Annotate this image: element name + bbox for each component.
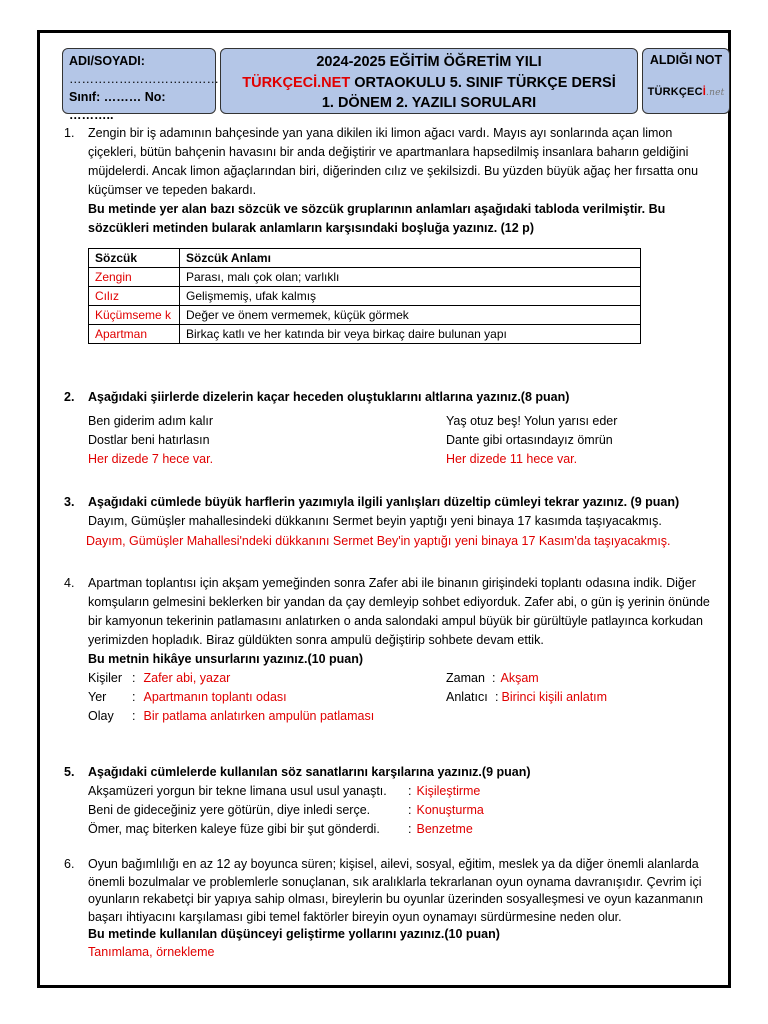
poem-line: Yaş otuz beş! Yolun yarısı eder	[446, 414, 618, 428]
story-answer[interactable]: Bir patlama anlatırken ampulün patlaması	[143, 709, 375, 723]
word-answer[interactable]: Cılız	[89, 287, 180, 306]
figure-answer[interactable]: Konuşturma	[416, 803, 484, 817]
figure-item: Akşamüzeri yorgun bir tekne limana usul usul yanaştı. : Kişileştirme	[88, 782, 718, 801]
question-3	[64, 493, 718, 551]
question-instruction: Bu metinde kullanılan düşünceyi geliştirme yollarını yazınız.(10 puan)	[88, 927, 500, 941]
word-meaning: Değer ve önem vermemek, küçük görmek	[180, 306, 641, 325]
poem-line: Dante gibi ortasındayız ömrün	[446, 433, 613, 447]
question-6	[64, 856, 718, 961]
corrected-sentence-answer[interactable]: Dayım, Gümüşler Mahallesi'ndeki dükkanını Sermet Bey'in yaptığı yeni binaya 17 Kasım'da taşıyacakmış.	[86, 534, 671, 548]
figure-answer[interactable]: Benzetme	[416, 822, 473, 836]
name-label: ADI/SOYADI:	[69, 54, 145, 68]
grade-label: ALDIĞI NOT	[649, 53, 723, 67]
story-answer[interactable]: Birinci kişili anlatım	[501, 690, 608, 704]
development-answer[interactable]: Tanımlama, örnekleme	[88, 944, 215, 959]
vocabulary-table	[88, 248, 641, 344]
figure-answer[interactable]: Kişileştirme	[416, 784, 481, 798]
story-answer[interactable]: Zafer abi, yazar	[143, 671, 231, 685]
question-number: 1.	[64, 126, 75, 140]
figure-item: Beni de gideceğiniz yere götürün, diye inledi serçe. : Konuşturma	[88, 801, 718, 820]
word-meaning: Gelişmemiş, ufak kalmış	[180, 287, 641, 306]
story-answer[interactable]: Apartmanın toplantı odası	[143, 690, 287, 704]
word-meaning: Parası, malı çok olan; varlıklı	[180, 268, 641, 287]
question-5	[64, 763, 718, 839]
question-1	[64, 124, 718, 344]
poem-line: Ben giderim adım kalır	[88, 414, 214, 428]
class-number-line: Sınıf: ……… No: ………..	[69, 90, 166, 122]
story-element-narrator: Anlatıcı : Birinci kişili anlatım	[446, 688, 718, 707]
question-text: Apartman toplantısı için akşam yemeğinden sonra Zafer abi ile binanın girişindeki toplantı odasına indik. Diğer komşuların gelmesini beklerken bir yandan da çay demleyip sohbet ediyorduk. Zafer abi, o gün iş yerinin önünde bir kamyonun tekerinin patlamasını anlatırken o anda salondaki ampul büyük bir gürültüyle patlayınca korkudan yerimizden hopladık. Biraz güldükten sonra ampulü değiştirip sohbete devam ettik.	[88, 576, 710, 647]
question-instruction: Aşağıdaki cümlelerde kullanılan söz sanatlarını karşılarına yazınız.(9 puan)	[88, 765, 531, 779]
poem-left	[88, 412, 446, 469]
question-instruction: Aşağıdaki cümlede büyük harflerin yazımıyla ilgili yanlışları düzeltip cümleyi tekrar yazınız. (9 puan)	[88, 495, 680, 509]
word-meaning: Birkaç katlı ve her katında bir veya birkaç daire bulunan yapı	[180, 325, 641, 344]
figure-item: Ömer, maç biterken kaleye füze gibi bir şut gönderdi. : Benzetme	[88, 820, 718, 839]
title-year: 2024-2025 EĞİTİM ÖĞRETİM YILI	[316, 54, 542, 70]
site-logo: TÜRKÇECİ.net	[647, 86, 725, 98]
question-4	[64, 574, 718, 726]
question-number: 5.	[64, 765, 75, 779]
poem-line: Dostlar beni hatırlasın	[88, 433, 210, 447]
table-row	[89, 287, 641, 306]
story-element-place: Yer : Apartmanın toplantı odası	[88, 688, 446, 707]
story-element-event: Olay : Bir patlama anlatırken ampulün patlaması	[88, 707, 446, 726]
student-info-box	[62, 48, 219, 122]
question-text: Oyun bağımlılığı en az 12 ay boyunca süren; kişisel, ailevi, sosyal, eğitim, meslek ya da diğer önemli alanlarda önemli bozulmalar ve problemlerle sonuçlanan, sık aralıklarla tekrarlanan oyun oynama davranışıdır. Çevrim içi oyunların rekabetçi bir yapıya sahip olması, bireylerin bu oyunlar üzerinden sosyalleşmesi ve oyun kazanmanın başarı ihtiyacını karşılaması gibi temel faktörler bireyin oyun oynamayı sürdürmesine neden olur.	[88, 857, 703, 924]
column-header: Sözcük	[89, 249, 180, 268]
table-row	[89, 306, 641, 325]
story-answer[interactable]: Akşam	[500, 671, 539, 685]
table-row	[89, 325, 641, 344]
word-answer[interactable]: Küçümseme k	[89, 306, 180, 325]
poem-right	[446, 412, 718, 469]
question-number: 4.	[64, 576, 75, 590]
title-school-line	[221, 73, 637, 94]
question-number: 6.	[64, 857, 75, 871]
word-answer[interactable]: Zengin	[89, 268, 180, 287]
question-instruction: Bu metinde yer alan bazı sözcük ve sözcük gruplarının anlamları aşağıdaki tabloda verilmiştir. Bu sözcükleri metinden bularak anlamların karşısındaki boşluğa yazınız. (12 p)	[88, 202, 666, 235]
story-element-time: Zaman : Akşam	[446, 669, 718, 688]
exam-title-box	[220, 48, 638, 114]
syllable-answer[interactable]: Her dizede 11 hece var.	[446, 452, 578, 466]
story-element-characters: Kişiler : Zafer abi, yazar	[88, 669, 446, 688]
title-exam: 1. DÖNEM 2. YAZILI SORULARI	[321, 95, 537, 111]
question-instruction: Bu metnin hikâye unsurlarını yazınız.(10 puan)	[88, 652, 364, 666]
grade-box	[642, 48, 730, 114]
title-course: ORTAOKULU 5. SINIF TÜRKÇE DERSİ	[350, 74, 616, 91]
name-blank[interactable]: ………………………………	[69, 72, 219, 86]
column-header: Sözcük Anlamı	[180, 249, 641, 268]
syllable-answer[interactable]: Her dizede 7 hece var.	[88, 452, 214, 466]
title-school-name: TÜRKÇECİ.NET	[242, 74, 351, 91]
question-text: Zengin bir iş adamının bahçesinde yan yana dikilen iki limon ağacı vardı. Mayıs ayı sonlarında açan limon çiçekleri, bütün bahçenin havasını bir anda değiştirir ve apartmanlara hapsedilmiş insanlara baharın geldiğini müjdelerdi. Ancak limon ağaçlarından biri, diğerinden cılız ve şekilsizdi. Bu yüzden büyük ağaç her fırsatta onu küçümser ve tepeden bakardı.	[88, 126, 699, 197]
word-answer[interactable]: Apartman	[89, 325, 180, 344]
question-number: 2.	[64, 390, 75, 404]
question-number: 3.	[64, 495, 75, 509]
question-instruction: Aşağıdaki şiirlerde dizelerin kaçar heceden oluştuklarını altlarına yazınız.(8 puan)	[88, 390, 570, 404]
question-2	[64, 388, 718, 469]
table-header-row	[89, 249, 641, 268]
question-sentence: Dayım, Gümüşler mahallesindeki dükkanını Sermet beyin yaptığı yeni binaya 17 kasımda taşıyacakmış.	[88, 514, 662, 528]
table-row	[89, 268, 641, 287]
